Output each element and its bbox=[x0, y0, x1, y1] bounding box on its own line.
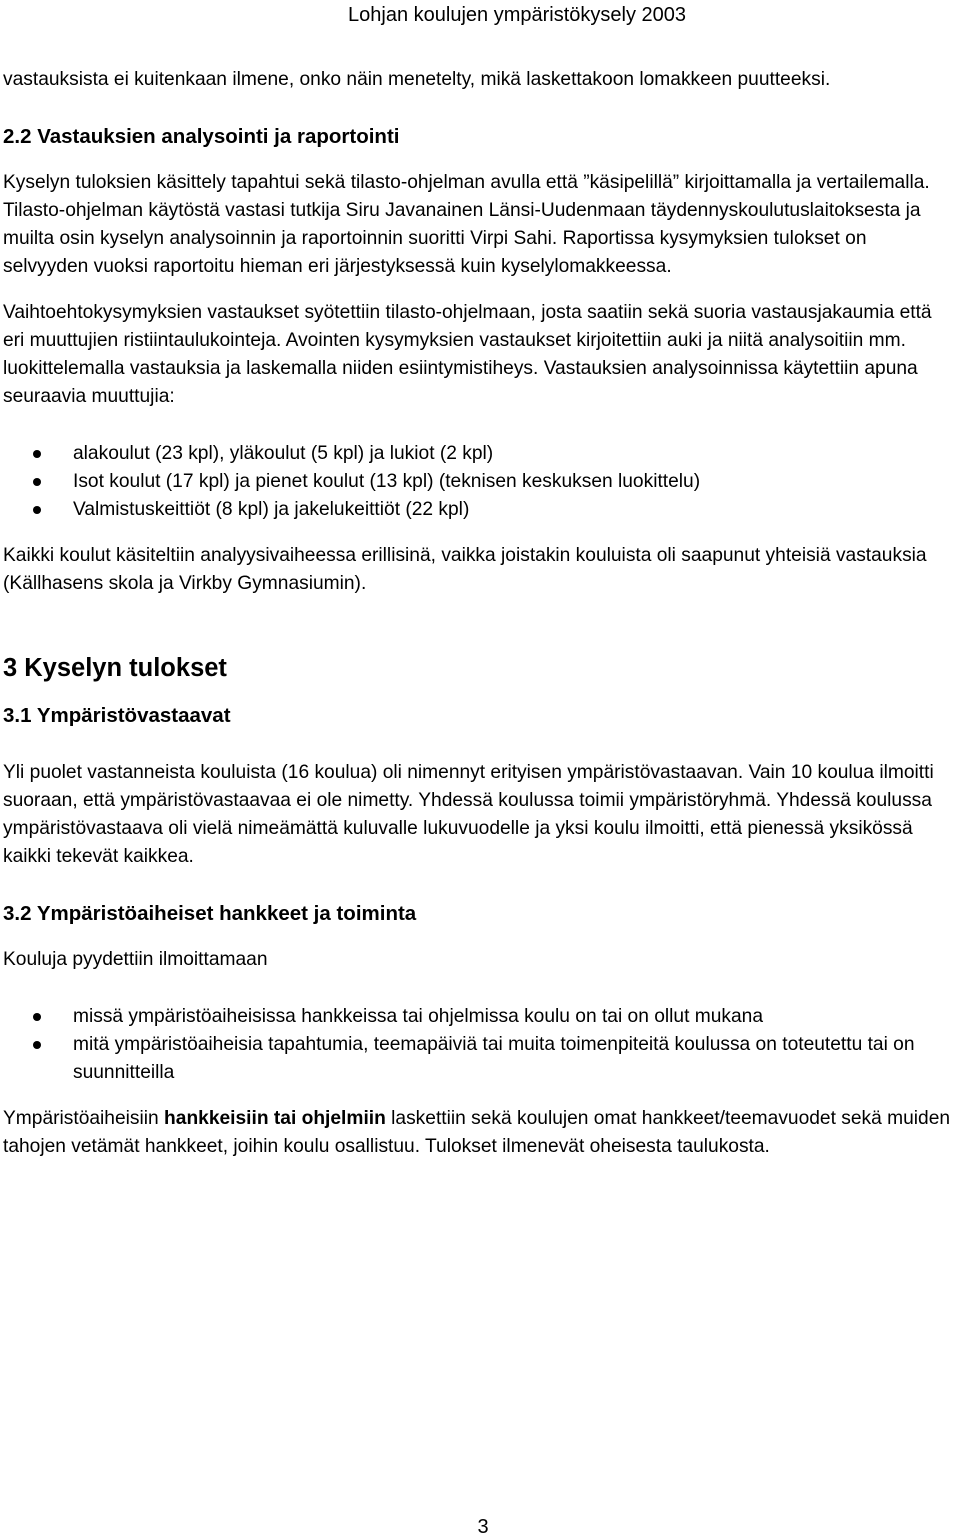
section-3-2-closing bbox=[3, 1105, 953, 1161]
closing-text-end: laskettiin sekä koulujen omat hankkeet/teemavuodet sekä muiden tahojen vetämät hankkeet, joihin koulu osallistuu. Tulokset ilmenevät oheisesta taulukosta. bbox=[3, 1108, 951, 1157]
list-item-text: missä ympäristöaiheisissa hankkeissa tai ohjelmissa koulu on tai on ollut mukana bbox=[73, 1006, 764, 1027]
section-heading-3: 3 Kyselyn tulokset bbox=[3, 654, 227, 682]
list-item bbox=[3, 496, 953, 524]
section-2-2-paragraph-3: Kaikki koulut käsiteltiin analyysivaiheessa erillisinä, vaikka joistakin kouluista oli saapunut yhteisiä vastauksia (Källhasens skola ja Virkby Gymnasiumin). bbox=[3, 545, 927, 594]
section-3-1-paragraph: Yli puolet vastanneista kouluista (16 koulua) oli nimennyt erityisen ympäristövastaavan. Vain 10 koulua ilmoitti suoraan, että ympäristövastaavaa ei ole nimetty. Yhdessä koulussa toimii ympäristöryhmä. Yhdessä koulussa ympäristövastaava oli vielä nimeämättä kuluvalle lukuvuodelle ja yksi koulu ilmoitti, että pienessä yksikössä kaikki tekevät kaikkea. bbox=[3, 762, 934, 867]
list-item-text: mitä ympäristöaiheisia tapahtumia, teemapäiviä tai muita toimenpiteitä koulussa on toteutettu tai on suunnitteilla bbox=[73, 1034, 915, 1083]
section-heading-3-1: 3.1 Ympäristövastaavat bbox=[3, 704, 231, 727]
list-item-text: alakoulut (23 kpl), yläkoulut (5 kpl) ja lukiot (2 kpl) bbox=[73, 443, 494, 464]
running-header: Lohjan koulujen ympäristökysely 2003 bbox=[348, 4, 686, 26]
section-heading-3-2: 3.2 Ympäristöaiheiset hankkeet ja toiminta bbox=[3, 902, 417, 925]
bullet-icon bbox=[33, 478, 41, 486]
activities-list bbox=[3, 1003, 953, 1087]
section-3-2-intro: Kouluja pyydettiin ilmoittamaan bbox=[3, 949, 268, 970]
bullet-icon bbox=[33, 1041, 41, 1049]
closing-text-start: Ympäristöaiheisiin bbox=[3, 1108, 165, 1129]
continuation-paragraph: vastauksista ei kuitenkaan ilmene, onko näin menetelty, mikä laskettakoon lomakkeen puutteeksi. bbox=[3, 69, 831, 90]
closing-text-bold: hankkeisiin tai ohjelmiin bbox=[164, 1108, 386, 1129]
list-item-text: Isot koulut (17 kpl) ja pienet koulut (13 kpl) (teknisen keskuksen luokittelu) bbox=[73, 471, 701, 492]
section-2-2-paragraph-1: Kyselyn tuloksien käsittely tapahtui sekä tilasto-ohjelman avulla että ”käsipelillä” kirjoittamalla ja vertailemalla. Tilasto-ohjelman käytöstä vastasi tutkija Siru Javanainen Länsi-Uudenmaan täydennyskoulutuslaitoksesta ja muilta osin kyselyn analysoinnin ja raportoinnin suoritti Virpi Sahi. Raportissa kysymyksien tulokset on selvyyden vuoksi raportoitu hieman eri järjestyksessä kuin kyselylomakkeessa. bbox=[3, 172, 930, 277]
list-item bbox=[3, 440, 953, 468]
list-item bbox=[3, 1031, 953, 1087]
page-content bbox=[3, 66, 953, 1161]
variables-list bbox=[3, 440, 953, 524]
list-item bbox=[3, 468, 953, 496]
section-2-2-paragraph-2: Vaihtoehtokysymyksien vastaukset syötettiin tilasto-ohjelmaan, josta saatiin sekä suoria vastausjakaumia että eri muuttujien ristiintaulukointeja. Avointen kysymyksien vastaukset kirjoitettiin auki ja niitä analysoitiin mm. luokittelemalla vastauksia ja laskemalla niiden esiintymistiheys. Vastauksien analysoinnissa käytettiin apuna seuraavia muuttujia: bbox=[3, 302, 932, 407]
bullet-icon bbox=[33, 450, 41, 458]
section-heading-2-2: 2.2 Vastauksien analysointi ja raportointi bbox=[3, 125, 400, 148]
bullet-icon bbox=[33, 1013, 41, 1021]
list-item bbox=[3, 1003, 953, 1031]
bullet-icon bbox=[33, 506, 41, 514]
list-item-text: Valmistuskeittiöt (8 kpl) ja jakelukeittiöt (22 kpl) bbox=[73, 499, 470, 520]
page-number: 3 bbox=[477, 1516, 489, 1538]
